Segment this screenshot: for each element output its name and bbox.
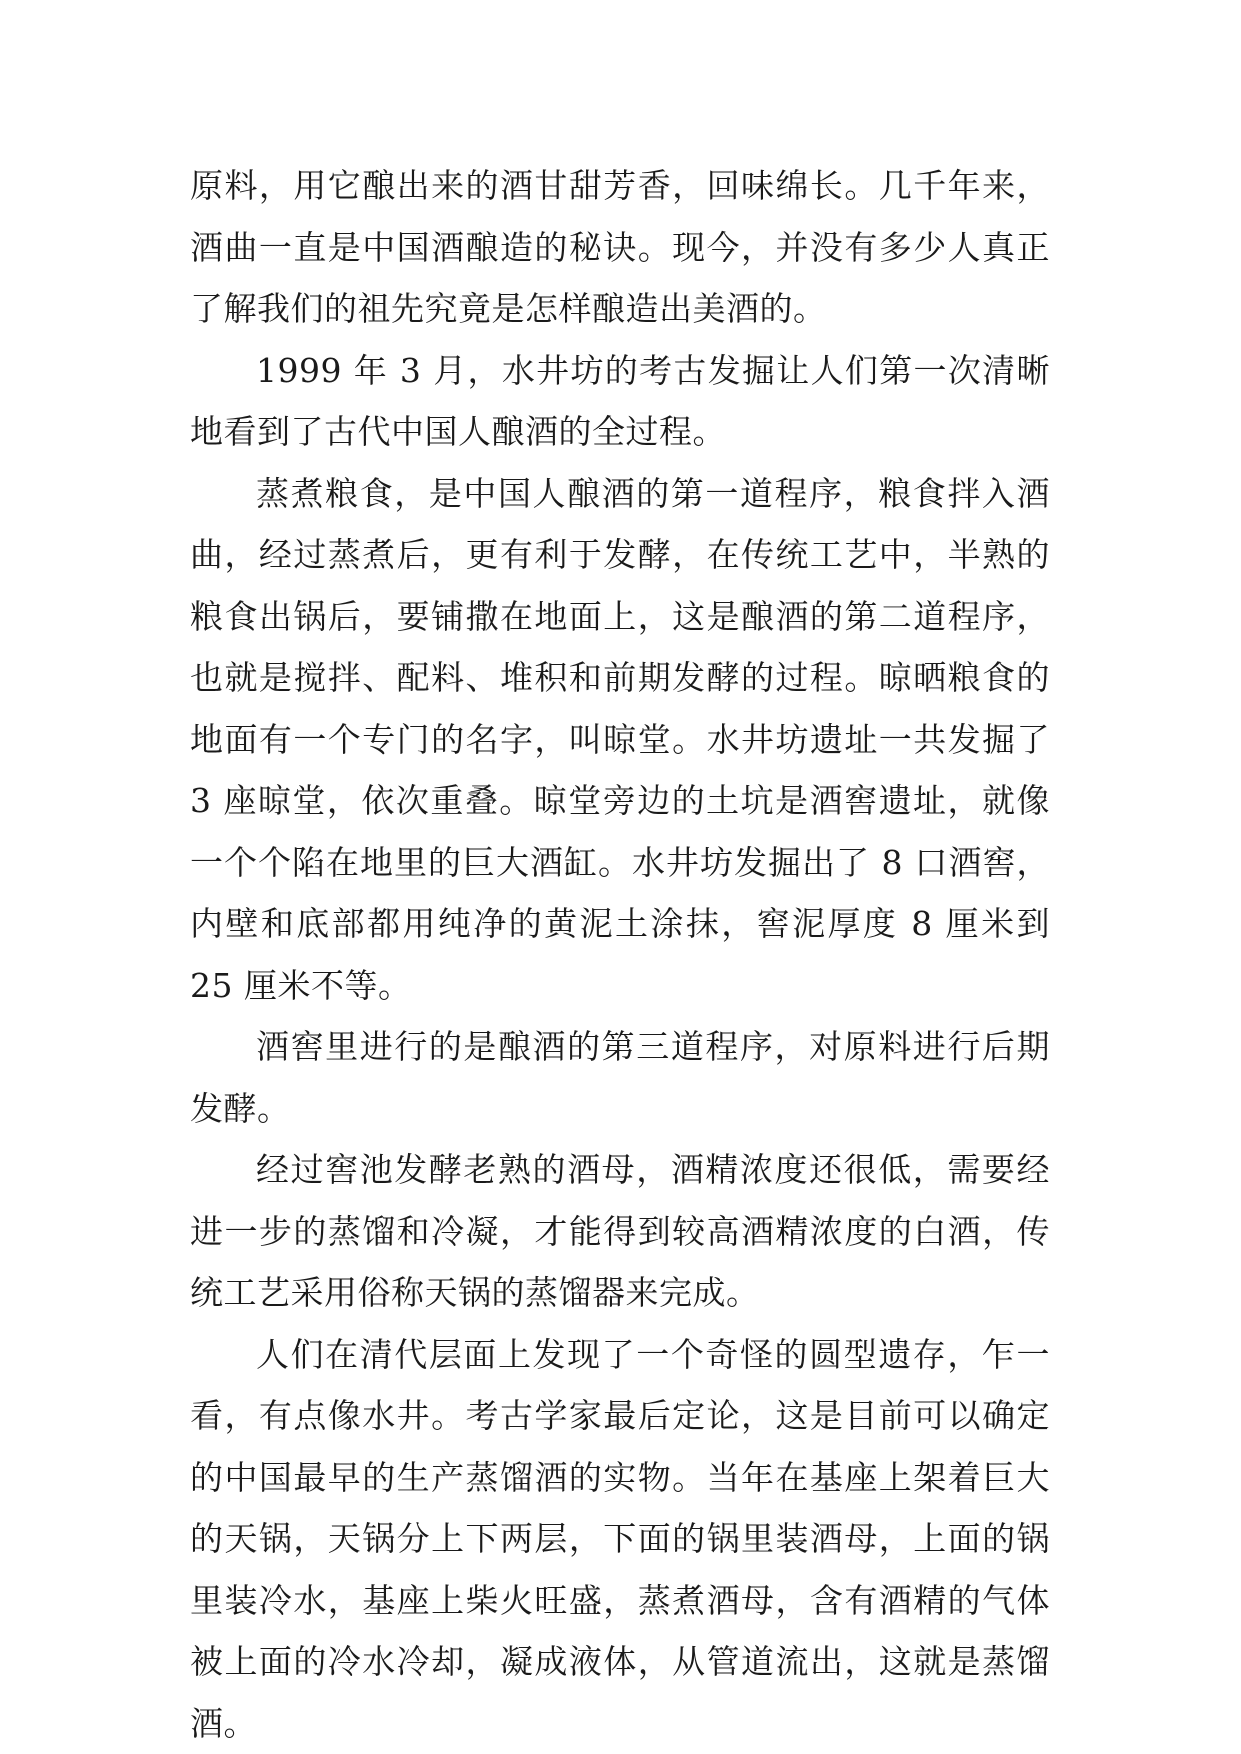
- paragraph-1: 原料，用它酿出来的酒甘甜芳香，回味绵长。几千年来，酒曲一直是中国酒酿造的秘诀。现今，并没有多少人真正了解我们的祖先究竟是怎样酿造出美酒的。: [190, 166, 1050, 328]
- paragraph-2: 1999 年 3 月，水井坊的考古发掘让人们第一次清晰地看到了古代中国人酿酒的全过程。: [190, 350, 1050, 451]
- paragraph-6: 人们在清代层面上发现了一个奇怪的圆型遗存，乍一看，有点像水井。考古学家最后定论，这是目前可以确定的中国最早的生产蒸馏酒的实物。当年在基座上架着巨大的天锅，天锅分上下两层，下面的锅里装酒母，上面的锅里装冷水，基座上柴火旺盛，蒸煮酒母，含有酒精的气体被上面的冷水冷却，凝成液体，从管道流出，这就是蒸馏酒。: [190, 1334, 1050, 1743]
- paragraph-5: 经过窖池发酵老熟的酒母，酒精浓度还很低，需要经进一步的蒸馏和冷凝，才能得到较高酒精浓度的白酒，传统工艺采用俗称天锅的蒸馏器来完成。: [190, 1150, 1050, 1312]
- document-body: [190, 155, 1050, 1754]
- paragraph-4: 酒窖里进行的是酿酒的第三道程序，对原料进行后期发酵。: [190, 1027, 1050, 1128]
- paragraph-3: 蒸煮粮食，是中国人酿酒的第一道程序，粮食拌入酒曲，经过蒸煮后，更有利于发酵，在传统工艺中，半熟的粮食出锅后，要铺撒在地面上，这是酿酒的第二道程序，也就是搅拌、配料、堆积和前期发酵的过程。晾晒粮食的地面有一个专门的名字，叫晾堂。水井坊遗址一共发掘了 3 座晾堂，依次重叠。晾堂旁边的土坑是酒窖遗址，就像一个个陷在地里的巨大酒缸。水井坊发掘出了 8 口酒窖，内壁和底部都用纯净的黄泥土涂抹，窖泥厚度 8 厘米到 25 厘米不等。: [190, 473, 1050, 1005]
